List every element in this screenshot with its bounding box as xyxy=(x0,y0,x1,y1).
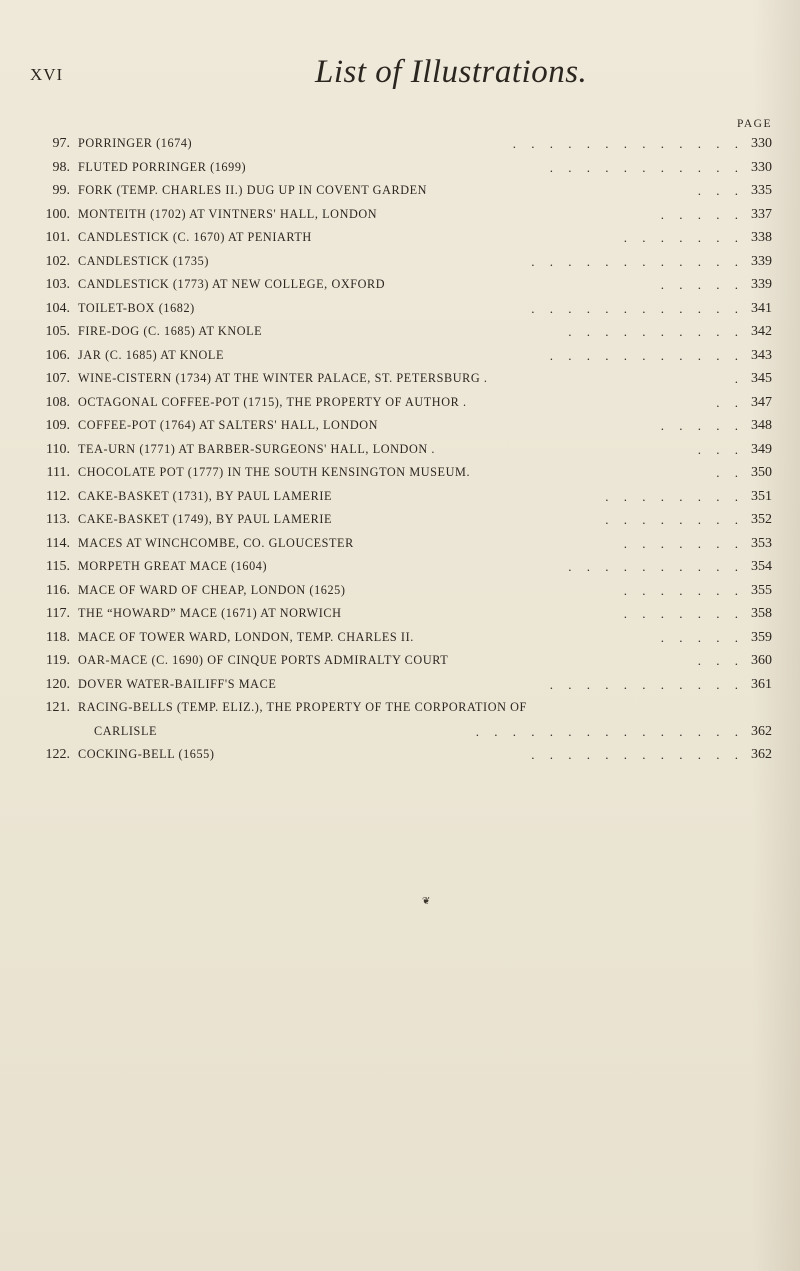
entry-dot-leader: . . . . . . . . . . . . . xyxy=(512,136,744,151)
entry-page-number: 339 xyxy=(751,277,772,292)
entry-dot-leader: . . . xyxy=(697,183,744,198)
entry-page-number: 348 xyxy=(751,418,772,433)
entry-number: 105. xyxy=(45,324,70,339)
list-item xyxy=(0,461,800,485)
list-item xyxy=(0,203,800,227)
entry-title: DOVER WATER-BAILIFF'S MACE xyxy=(78,676,277,691)
page-title: List of Illustrations. xyxy=(315,54,588,90)
entry-dot-leader: . . . . . . . . . . xyxy=(568,324,744,339)
entry-dot-leader: . . . . . . . . . . . xyxy=(549,347,744,363)
entry-dot-leader: . . . xyxy=(697,441,744,457)
page-column-label: PAGE xyxy=(737,118,772,130)
entry-dot-leader: . . . . . xyxy=(660,418,744,433)
entry-title: TOILET-BOX (1682) xyxy=(78,300,195,315)
running-head xyxy=(0,54,800,104)
entry-number: 121. xyxy=(45,700,70,715)
entry-title: CANDLESTICK (1773) AT NEW COLLEGE, OXFORD xyxy=(78,277,386,291)
entry-page-number: 353 xyxy=(751,535,772,551)
entry-number: 113. xyxy=(46,512,70,527)
entry-page-number: 355 xyxy=(751,582,772,598)
list-item xyxy=(0,649,800,673)
list-item xyxy=(0,297,800,321)
list-item xyxy=(0,720,800,744)
entry-dot-leader: . xyxy=(734,371,744,386)
list-item xyxy=(0,743,800,767)
entry-page-number: 361 xyxy=(751,676,772,692)
entry-page-number: 362 xyxy=(751,723,772,739)
entry-title: CHOCOLATE POT (1777) IN THE SOUTH KENSINGTON MUSEUM. xyxy=(78,465,471,479)
entry-page-number: 337 xyxy=(751,206,772,222)
entry-page-number: 350 xyxy=(751,465,772,480)
entry-page-number: 335 xyxy=(751,183,772,198)
entry-dot-leader: . . . . . xyxy=(660,629,744,645)
entry-title: TEA-URN (1771) AT BARBER-SURGEONS' HALL, LONDON . xyxy=(78,441,436,456)
entry-number: 103. xyxy=(45,277,70,292)
entry-dot-leader: . . . . . . . . . . xyxy=(568,559,744,574)
entry-number: 115. xyxy=(46,559,70,574)
entry-number: 101. xyxy=(45,230,70,245)
ornament-icon: ❦ xyxy=(422,896,431,907)
entry-title: CAKE-BASKET (1749), BY PAUL LAMERIE xyxy=(78,512,333,526)
entry-dot-leader: . . . . . . . . . . . xyxy=(549,159,744,175)
entry-title: CANDLESTICK (C. 1670) AT PENIARTH xyxy=(78,230,312,244)
list-item xyxy=(0,273,800,297)
entry-title: JAR (C. 1685) AT KNOLE xyxy=(78,347,225,362)
page-folio: xvi xyxy=(30,60,64,86)
list-item xyxy=(0,485,800,509)
entry-page-number: 347 xyxy=(751,394,772,410)
list-item xyxy=(0,391,800,415)
list-item xyxy=(0,602,800,626)
entry-dot-leader: . . . . . . . . xyxy=(605,488,744,504)
entry-dot-leader: . . . . . xyxy=(660,277,744,292)
list-item xyxy=(0,532,800,556)
entry-number: 97. xyxy=(52,136,70,151)
entry-number: 116. xyxy=(46,582,70,598)
list-item xyxy=(0,555,800,579)
entry-page-number: 362 xyxy=(751,747,772,762)
list-item xyxy=(0,344,800,368)
entry-number: 98. xyxy=(52,159,70,175)
entry-title: MORPETH GREAT MACE (1604) xyxy=(78,559,268,573)
entry-page-number: 343 xyxy=(751,347,772,363)
entry-dot-leader: . . . . . . . xyxy=(623,606,744,621)
list-item xyxy=(0,179,800,203)
entry-title: RACING-BELLS (TEMP. ELIZ.), THE PROPERTY OF THE CORPORATION OF xyxy=(78,700,527,714)
list-item xyxy=(0,696,800,720)
entry-dot-leader: . . . . . . . . . . . . xyxy=(531,300,744,316)
entry-title: FLUTED PORRINGER (1699) xyxy=(78,159,247,174)
entry-number: 119. xyxy=(46,653,70,668)
entry-dot-leader: . . xyxy=(716,465,744,480)
entry-page-number: 330 xyxy=(751,136,772,151)
entry-number: 114. xyxy=(46,535,70,551)
entry-title: CANDLESTICK (1735) xyxy=(78,253,209,268)
entry-page-number: 339 xyxy=(751,253,772,269)
entry-title: MACES AT WINCHCOMBE, CO. GLOUCESTER xyxy=(78,535,354,550)
list-item xyxy=(0,367,800,391)
list-item xyxy=(0,626,800,650)
entry-dot-leader: . . . . . . . xyxy=(623,230,744,245)
entry-page-number: 345 xyxy=(751,371,772,386)
entry-number: 112. xyxy=(46,488,70,504)
list-item xyxy=(0,132,800,156)
entry-number: 118. xyxy=(46,629,70,645)
list-item xyxy=(0,226,800,250)
entry-page-number: 341 xyxy=(751,300,772,316)
entry-title: MACE OF WARD OF CHEAP, LONDON (1625) xyxy=(78,582,346,597)
entry-dot-leader: . . . xyxy=(697,653,744,668)
entry-number: 120. xyxy=(45,676,70,692)
entry-title: MACE OF TOWER WARD, LONDON, TEMP. CHARLES II. xyxy=(78,629,414,644)
entry-number: 99. xyxy=(52,183,70,198)
entry-title: CARLISLE xyxy=(94,723,158,738)
entry-number: 122. xyxy=(45,747,70,762)
entry-number: 100. xyxy=(45,206,70,222)
entry-number: 111. xyxy=(46,465,70,480)
entry-number: 108. xyxy=(45,394,70,410)
entry-dot-leader: . . . . . . . xyxy=(623,535,744,551)
entry-dot-leader: . . . . . . . xyxy=(623,582,744,598)
entry-page-number: 351 xyxy=(751,488,772,504)
entry-title: OCTAGONAL COFFEE-POT (1715), THE PROPERTY OF AUTHOR . xyxy=(78,394,467,409)
entry-title: COFFEE-POT (1764) AT SALTERS' HALL, LONDON xyxy=(78,418,379,432)
entry-page-number: 342 xyxy=(751,324,772,339)
list-item xyxy=(0,579,800,603)
list-item xyxy=(0,508,800,532)
list-item xyxy=(0,320,800,344)
list-item xyxy=(0,156,800,180)
entry-title: COCKING-BELL (1655) xyxy=(78,747,215,761)
entry-dot-leader: . . xyxy=(716,394,744,410)
illustration-list xyxy=(0,132,800,767)
entry-title: WINE-CISTERN (1734) AT THE WINTER PALACE, ST. PETERSBURG . xyxy=(78,371,488,385)
entry-page-number: 359 xyxy=(751,629,772,645)
entry-number: 104. xyxy=(45,300,70,316)
entry-number: 106. xyxy=(45,347,70,363)
entry-number: 117. xyxy=(46,606,70,621)
entry-title: OAR-MACE (C. 1690) OF CINQUE PORTS ADMIRALTY COURT xyxy=(78,653,449,667)
entry-title: THE “HOWARD” MACE (1671) AT NORWICH xyxy=(78,606,342,620)
entry-dot-leader: . . . . . . . . xyxy=(605,512,744,527)
list-item xyxy=(0,438,800,462)
entry-title: CAKE-BASKET (1731), BY PAUL LAMERIE xyxy=(78,488,333,503)
entry-page-number: 349 xyxy=(751,441,772,457)
entry-page-number: 352 xyxy=(751,512,772,527)
entry-number: 109. xyxy=(45,418,70,433)
entry-title: MONTEITH (1702) AT VINTNERS' HALL, LONDON xyxy=(78,206,378,221)
entry-dot-leader: . . . . . . . . . . . . . . . xyxy=(475,723,744,739)
list-item xyxy=(0,673,800,697)
entry-title: FORK (TEMP. CHARLES II.) DUG UP IN COVENT GARDEN xyxy=(78,183,428,197)
entry-number: 107. xyxy=(45,371,70,386)
entry-title: PORRINGER (1674) xyxy=(78,136,193,150)
entry-page-number: 338 xyxy=(751,230,772,245)
list-item xyxy=(0,250,800,274)
entry-title: FIRE-DOG (C. 1685) AT KNOLE xyxy=(78,324,263,338)
entry-dot-leader: . . . . . xyxy=(660,206,744,222)
entry-dot-leader: . . . . . . . . . . . xyxy=(549,676,744,692)
entry-page-number: 358 xyxy=(751,606,772,621)
entry-dot-leader: . . . . . . . . . . . . xyxy=(531,747,744,762)
entry-page-number: 360 xyxy=(751,653,772,668)
list-item xyxy=(0,414,800,438)
entry-dot-leader: . . . . . . . . . . . . xyxy=(531,253,744,269)
entry-number: 110. xyxy=(46,441,70,457)
entry-page-number: 354 xyxy=(751,559,772,574)
entry-number: 102. xyxy=(45,253,70,269)
entry-page-number: 330 xyxy=(751,159,772,175)
